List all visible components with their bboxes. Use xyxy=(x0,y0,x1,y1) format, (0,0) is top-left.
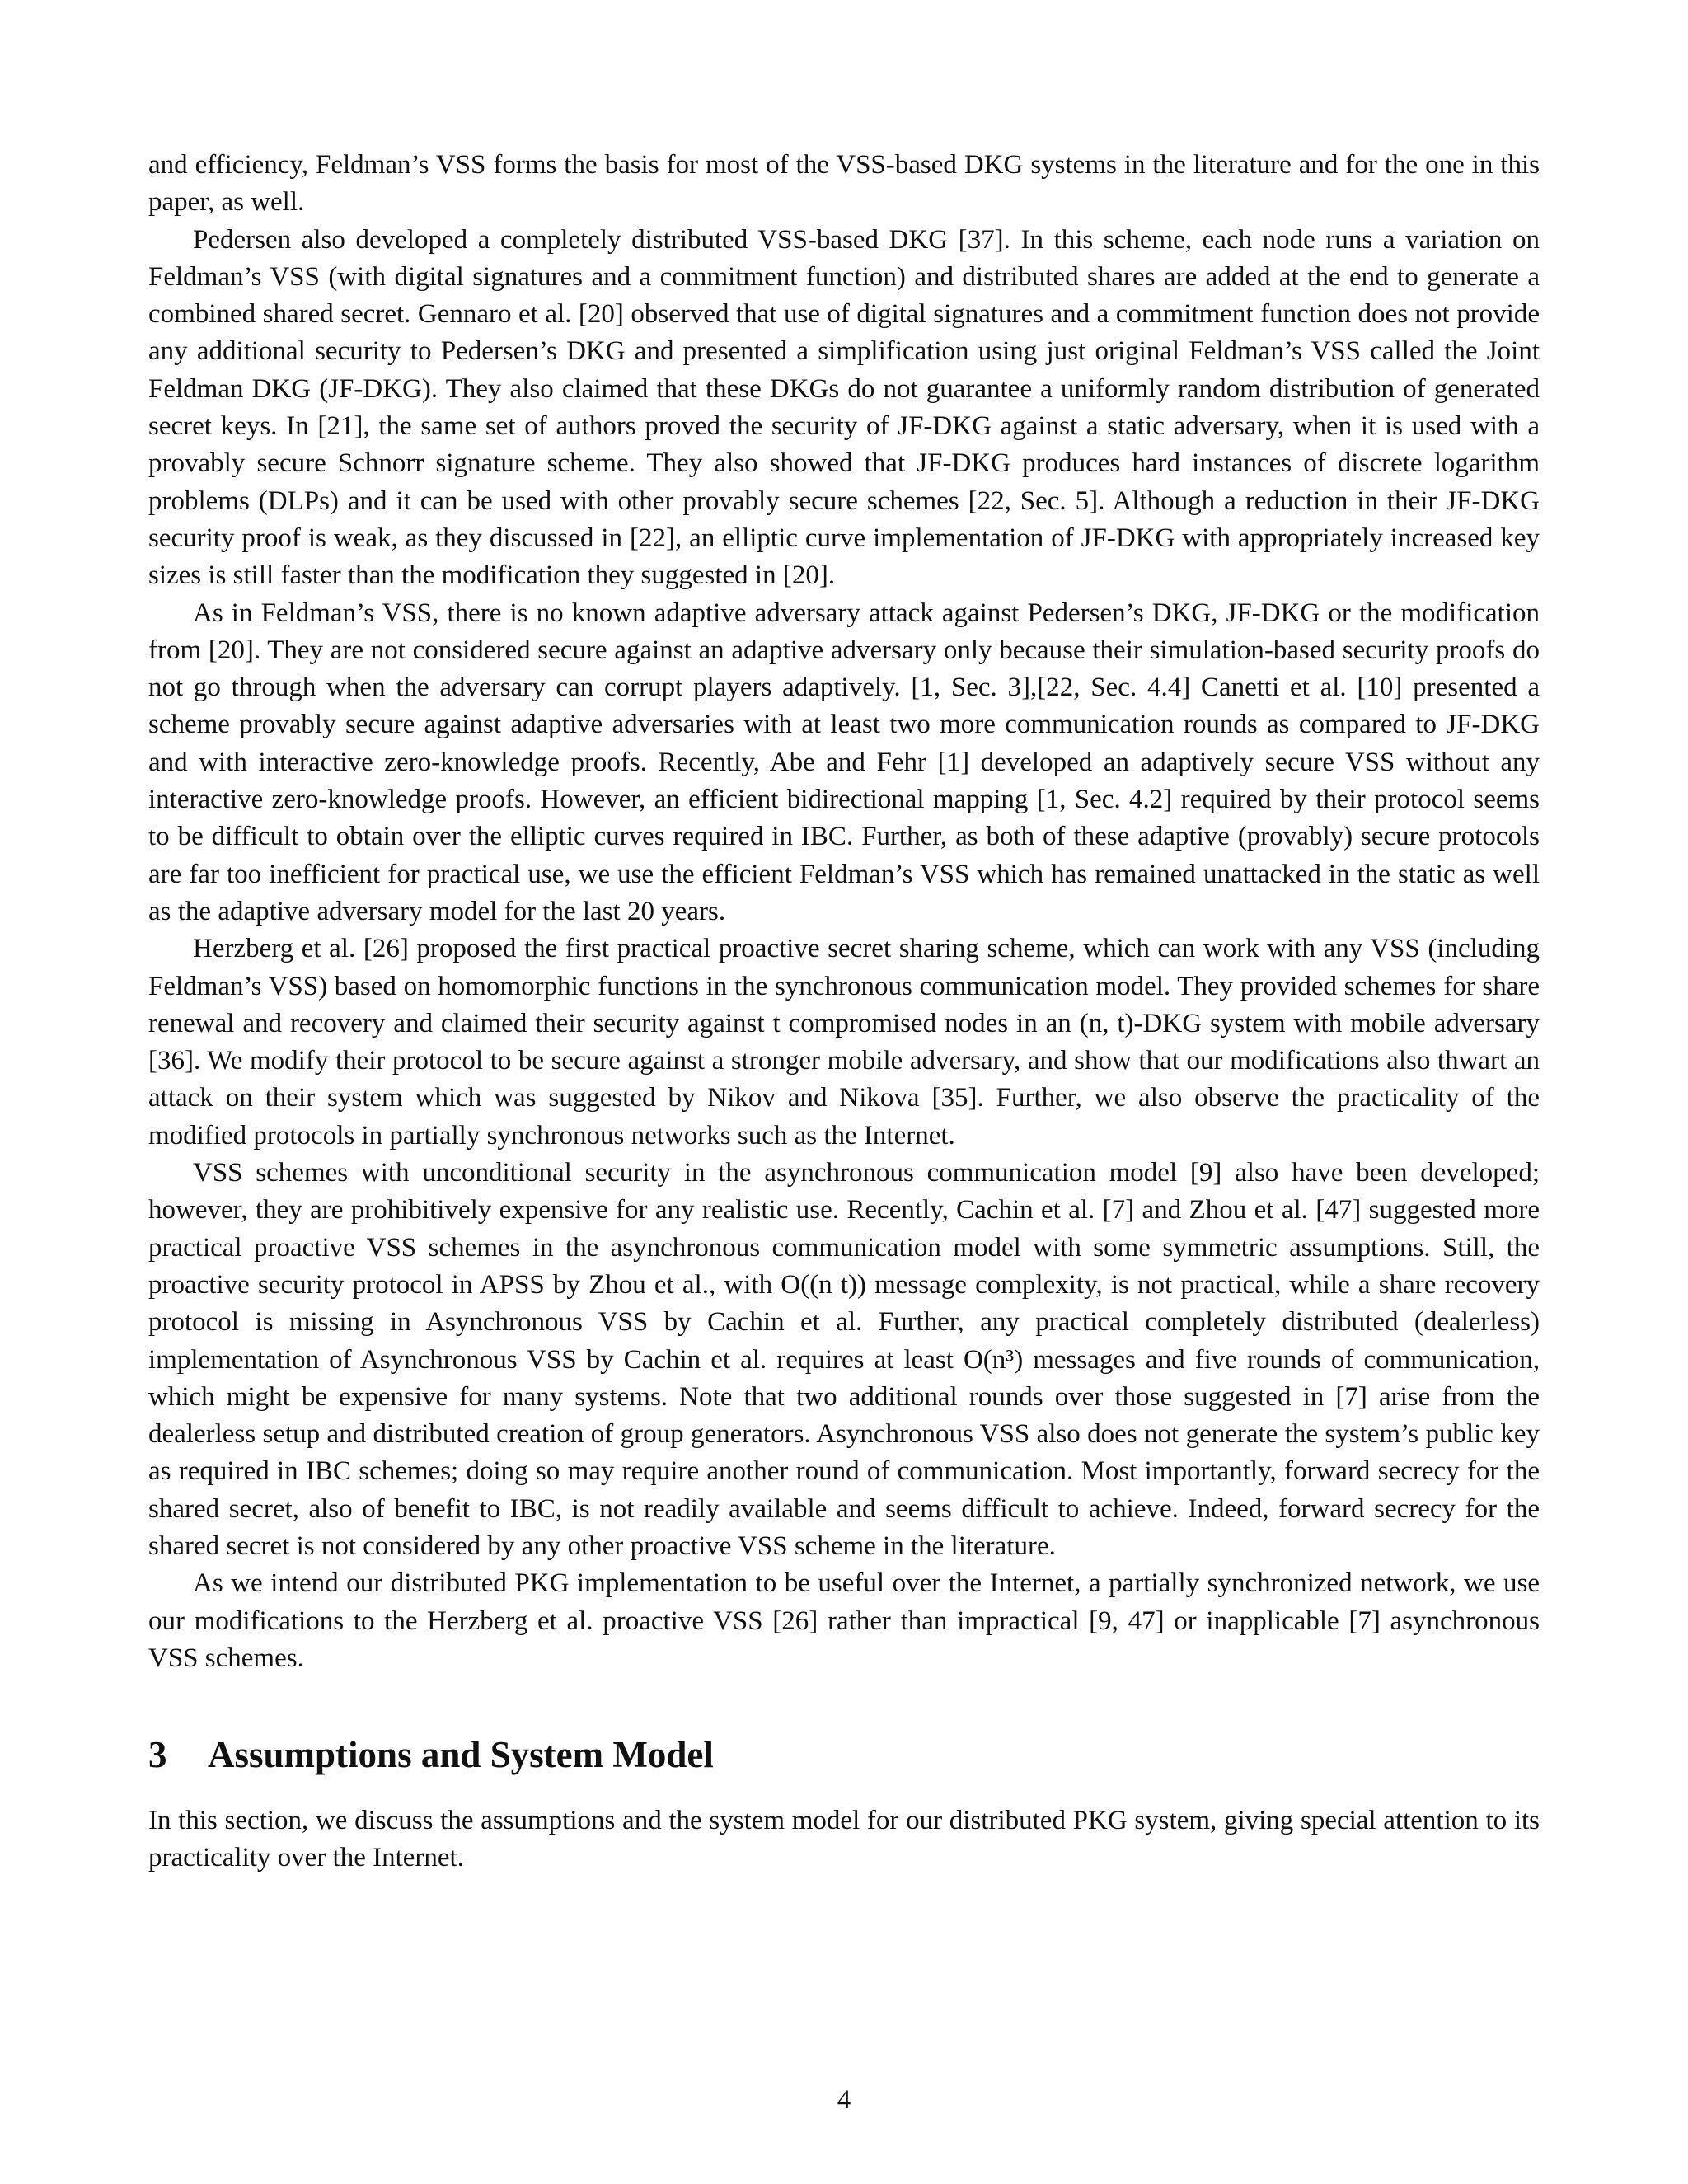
paragraph-pedersen-dkg: Pedersen also developed a completely distributed VSS-based DKG [37]. In this scheme, each node runs a variation on Feldman’s VSS (with digital signatures and a commitment function) and distributed shares are added at the end to generate a combined shared secret. Gennaro et al. [20] observed that use of digital signatures and a commitment function does not provide any additional security to Pedersen’s DKG and presented a simplification using just original Feldman’s VSS called the Joint Feldman DKG (JF-DKG). They also claimed that these DKGs do not guarantee a uniformly random distribution of generated secret keys. In [21], the same set of authors proved the security of JF-DKG against a static adversary, when it is used with a provably secure Schnorr signature scheme. They also showed that JF-DKG produces hard instances of discrete logarithm problems (DLPs) and it can be used with other provably secure schemes [22, Sec. 5]. Although a reduction in their JF-DKG security proof is weak, as they discussed in [22], an elliptic curve implementation of JF-DKG with appropriately increased key sizes is still faster than the modification they suggested in [20]. xyxy=(148,224,1540,591)
paragraph-herzberg: Herzberg et al. [26] proposed the first practical proactive secret sharing scheme, which can work with any VSS (including Feldman’s VSS) based on homomorphic functions in the synchronous communication model. They provided schemes for share renewal and recovery and claimed their security against t compromised nodes in an (n, t)-DKG system with mobile adversary [36]. We modify their protocol to be secure against a stronger mobile adversary, and show that our modifications also thwart an attack on their system which was suggested by Nikov and Nikova [35]. Further, we also observe the practicality of the modified protocols in partially synchronous networks such as the Internet. xyxy=(148,934,1540,1151)
paragraph-asynchronous-vss: VSS schemes with unconditional security in the asynchronous communication model [9] also have been developed; however, they are prohibitively expensive for any realistic use. Recently, Cachin et al. [7] and Zhou et al. [47] suggested more practical proactive VSS schemes in the asynchronous communication model with some symmetric assumptions. Still, the proactive security protocol in APSS by Zhou et al., with O((n t)) message complexity, is not practical, while a share recovery protocol is missing in Asynchronous VSS by Cachin et al. Further, any practical completely distributed (dealerless) implementation of Asynchronous VSS by Cachin et al. requires at least O(n³) messages and five rounds of communication, which might be expensive for many systems. Note that two additional rounds over those suggested in [7] arise from the dealerless setup and distributed creation of group generators. Asynchronous VSS also does not generate the system’s public key as required in IBC schemes; doing so may require another round of communication. Most importantly, forward secrecy for the shared secret, also of benefit to IBC, is not readily available and seems difficult to achieve. Indeed, forward secrecy for the shared secret is not considered by any other proactive VSS scheme in the literature. xyxy=(148,1158,1540,1561)
section-number: 3 xyxy=(148,1734,167,1776)
page-body xyxy=(148,147,1540,1877)
page-number: 4 xyxy=(837,2085,851,2115)
paragraph-1: and efficiency, Feldman’s VSS forms the basis for most of the VSS-based DKG systems in the literature and for the one in this paper, as well. xyxy=(148,150,1540,218)
paragraph-adaptive-adversary: As in Feldman’s VSS, there is no known adaptive adversary attack against Pedersen’s DKG, JF-DKG or the modification from [20]. They are not considered secure against an adaptive adversary only because their simulation-based security proofs do not go through when the adversary can corrupt players adaptively. [1, Sec. 3],[22, Sec. 4.4] Canetti et al. [10] presented a scheme provably secure against adaptive adversaries with at least two more communication rounds as compared to JF-DKG and with interactive zero-knowledge proofs. Recently, Abe and Fehr [1] developed an adaptively secure VSS without any interactive zero-knowledge proofs. However, an efficient bidirectional mapping [1, Sec. 4.2] required by their protocol seems to be difficult to obtain over the elliptic curves required in IBC. Further, as both of these adaptive (provably) secure protocols are far too inefficient for practical use, we use the efficient Feldman’s VSS which has remained unattacked in the static as well as the adaptive adversary model for the last 20 years. xyxy=(148,598,1540,926)
section-intro: In this section, we discuss the assumptions and the system model for our distributed PKG system, giving special attention to its practicality over the Internet. xyxy=(148,1806,1540,1873)
section-heading xyxy=(148,1730,1540,1779)
paragraph-conclusion: As we intend our distributed PKG implementation to be useful over the Internet, a partially synchronized network, we use our modifications to the Herzberg et al. proactive VSS [26] rather than impractical [9, 47] or inapplicable [7] asynchronous VSS schemes. xyxy=(148,1568,1540,1673)
section-title: Assumptions and System Model xyxy=(208,1734,714,1776)
